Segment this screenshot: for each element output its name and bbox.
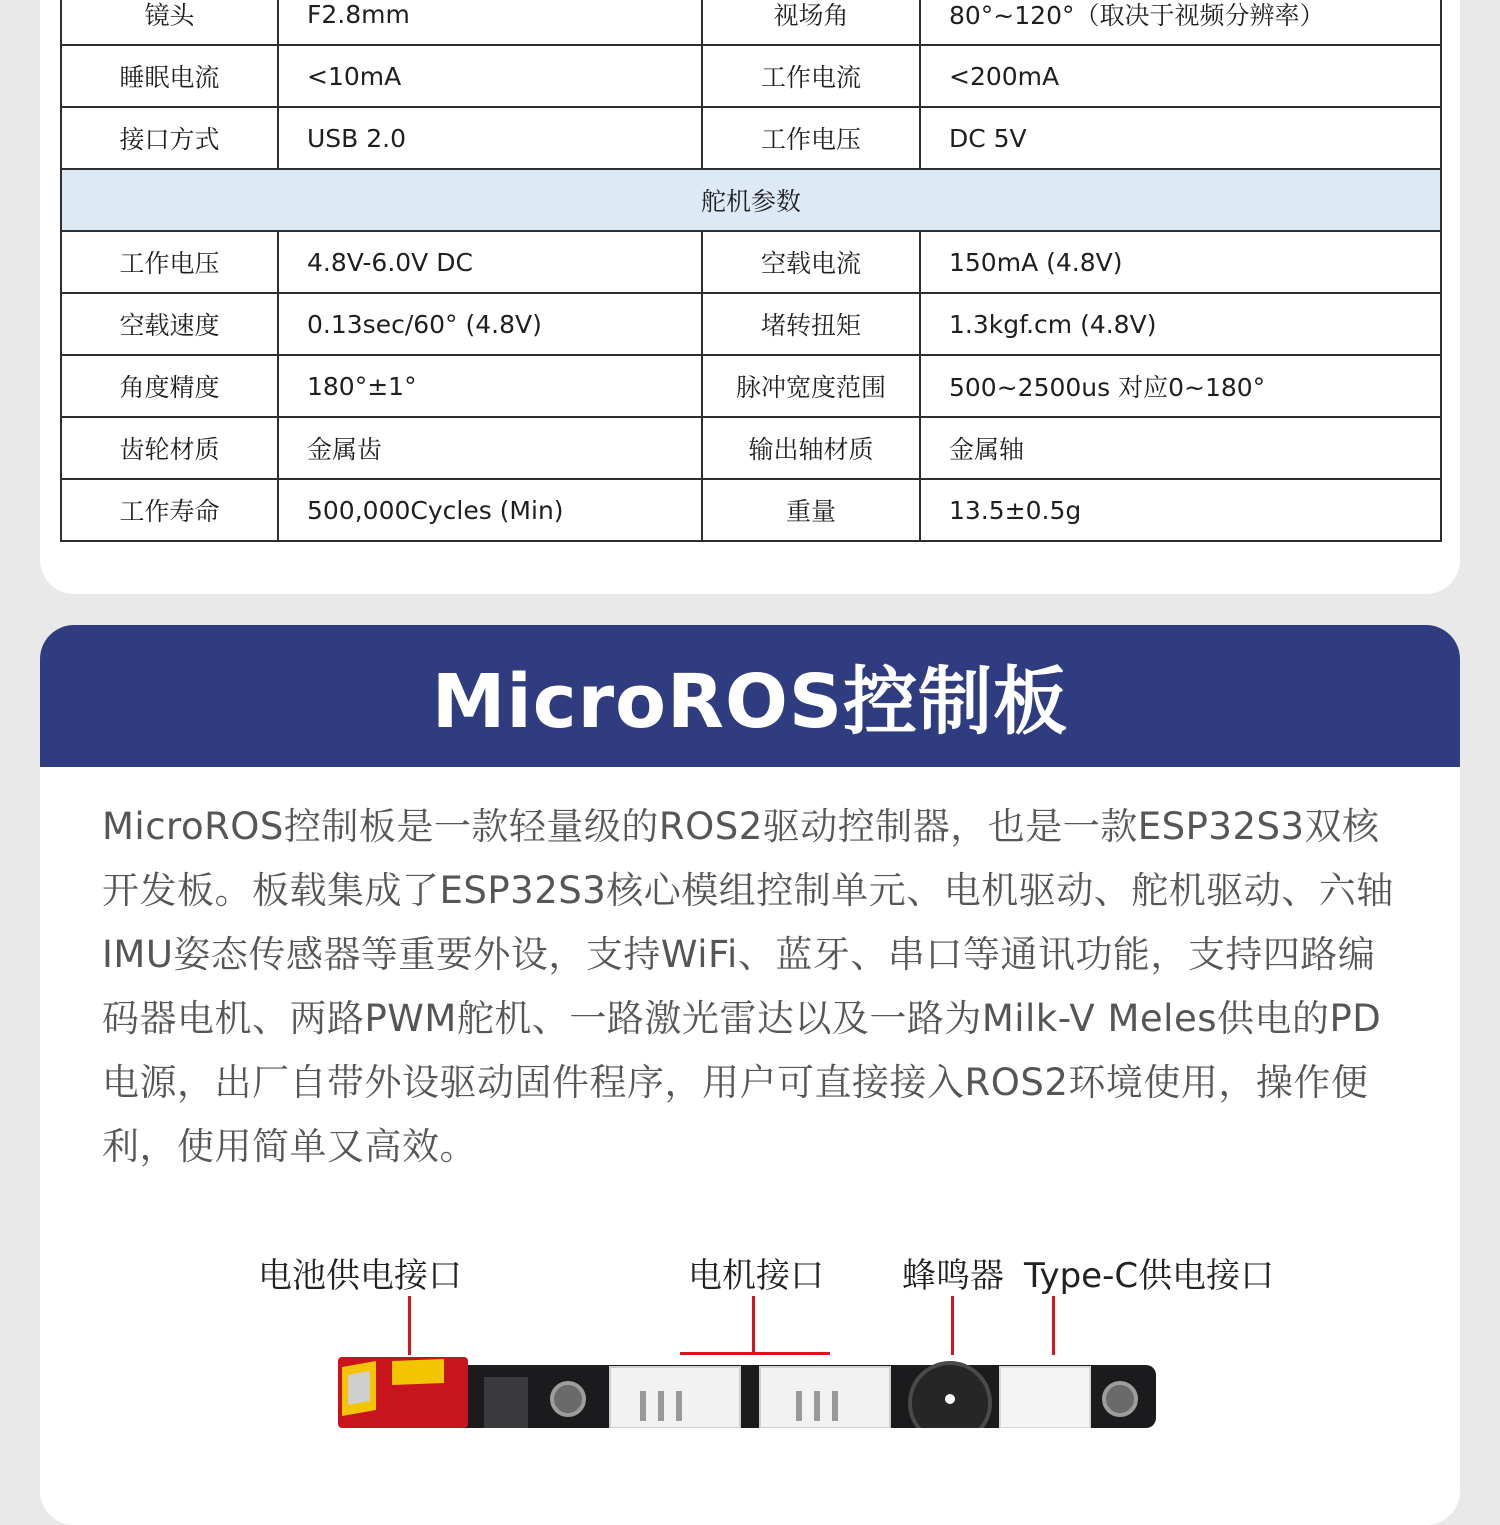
table-row — [61, 355, 1441, 417]
spec-label: 工作电压 — [61, 231, 278, 293]
spec-value: 180°±1° — [278, 355, 702, 417]
spec-value: 金属轴 — [920, 417, 1441, 479]
table-row — [61, 0, 1441, 45]
spec-label: 工作电压 — [702, 107, 920, 169]
leader-line-motor — [752, 1296, 755, 1354]
spec-value: 150mA (4.8V) — [920, 231, 1441, 293]
spec-label: 视场角 — [702, 0, 920, 45]
spec-label: 空载速度 — [61, 293, 278, 355]
callout-buzzer: 蜂鸣器 — [902, 1256, 1004, 1296]
spec-label: 齿轮材质 — [61, 417, 278, 479]
spec-label: 工作电流 — [702, 45, 920, 107]
spec-label: 空载电流 — [702, 231, 920, 293]
callout-motor-port: 电机接口 — [688, 1256, 824, 1296]
spec-value: F2.8mm — [278, 0, 702, 45]
spec-label: 工作寿命 — [61, 479, 278, 541]
servo-section-title: 舵机参数 — [61, 169, 1441, 231]
spec-value: 80°~120°（取决于视频分辨率） — [920, 0, 1441, 45]
spec-value: 500~2500us 对应0~180° — [920, 355, 1441, 417]
spec-value: 1.3kgf.cm (4.8V) — [920, 293, 1441, 355]
spec-value: <200mA — [920, 45, 1441, 107]
spec-value: 500,000Cycles (Min) — [278, 479, 702, 541]
typec-connector-icon — [1000, 1367, 1090, 1428]
table-row — [61, 479, 1441, 541]
table-row — [61, 107, 1441, 169]
spec-value: 0.13sec/60° (4.8V) — [278, 293, 702, 355]
spec-table — [60, 0, 1442, 542]
spec-value: 金属齿 — [278, 417, 702, 479]
spec-label: 角度精度 — [61, 355, 278, 417]
buzzer-icon — [910, 1363, 990, 1428]
table-row — [61, 417, 1441, 479]
spec-label: 重量 — [702, 479, 920, 541]
spec-label: 睡眠电流 — [61, 45, 278, 107]
microros-description: MicroROS控制板是一款轻量级的ROS2驱动控制器，也是一款ESP32S3双核开发板。板载集成了ESP32S3核心模组控制单元、电机驱动、舵机驱动、六轴IMU姿态传感器等重要外设，支持WiFi、蓝牙、串口等通讯功能，支持四路编码器电机、两路PWM舵机、一路激光雷达以及一路为Milk-V Meles供电的PD电源，出厂自带外设驱动固件程序，用户可直接接入ROS2环境使用，操作便利，使用简单又高效。 — [102, 805, 1394, 1168]
battery-connector-icon — [338, 1357, 468, 1428]
callout-battery-port: 电池供电接口 — [258, 1256, 462, 1296]
table-section-row — [61, 169, 1441, 231]
callout-typec-port: Type-C供电接口 — [1024, 1256, 1275, 1296]
spec-label: 镜头 — [61, 0, 278, 45]
spec-value: 4.8V-6.0V DC — [278, 231, 702, 293]
spec-value: 13.5±0.5g — [920, 479, 1441, 541]
spec-value: USB 2.0 — [278, 107, 702, 169]
spec-label: 输出轴材质 — [702, 417, 920, 479]
spec-label: 脉冲宽度范围 — [702, 355, 920, 417]
microros-header — [40, 625, 1460, 767]
control-board-image — [336, 1355, 1156, 1428]
spec-label: 堵转扭矩 — [702, 293, 920, 355]
microros-title: MicroROS控制板 — [431, 659, 1069, 745]
table-row — [61, 293, 1441, 355]
spec-label: 接口方式 — [61, 107, 278, 169]
spec-value: <10mA — [278, 45, 702, 107]
table-row — [61, 231, 1441, 293]
table-row — [61, 45, 1441, 107]
spec-value: DC 5V — [920, 107, 1441, 169]
